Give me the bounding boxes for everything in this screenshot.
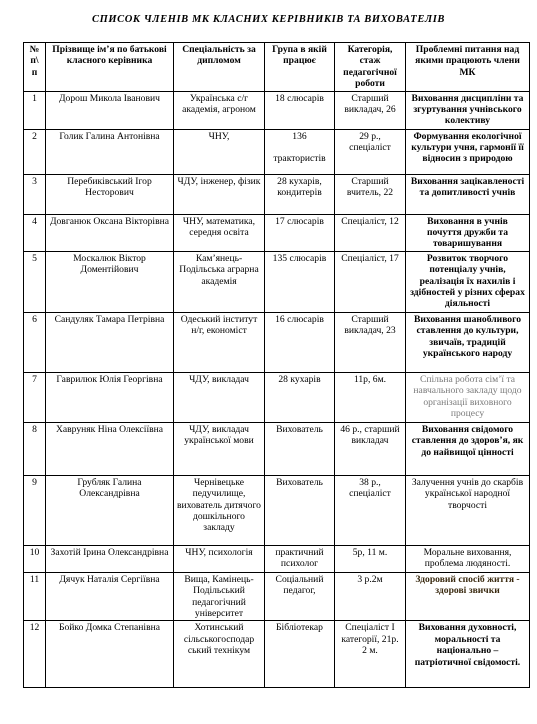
- group: Вихователь: [265, 475, 335, 545]
- row-number: 5: [24, 251, 46, 312]
- specialty: Українська с/г академія, агроном: [174, 91, 265, 129]
- specialty: Чернівецьке педучилище, вихователь дитячого дошкільного закладу: [174, 475, 265, 545]
- teacher-name: Сандуляк Тамара Петрівна: [46, 312, 174, 372]
- problem-topic: Виховання дисципліни та згуртування учнівського колективу: [406, 91, 530, 129]
- row-number: 8: [24, 422, 46, 475]
- specialty: Вища, Камінець-Подільський педагогічний університет: [174, 572, 265, 621]
- table-row: [24, 422, 530, 475]
- category: Старший вчитель, 22: [335, 174, 406, 214]
- header-group: Група в якій працює: [265, 43, 335, 92]
- row-number: 7: [24, 372, 46, 422]
- group: 16 слюсарів: [265, 312, 335, 372]
- group: Бібліотекар: [265, 621, 335, 688]
- group: Соціальний педагог,: [265, 572, 335, 621]
- members-table: [23, 42, 530, 688]
- teacher-name: Хавруняк Ніна Олексіївна: [46, 422, 174, 475]
- category: 46 р., старший викладач: [335, 422, 406, 475]
- problem-topic: Виховання зацікавленості та допитливості учнів: [406, 174, 530, 214]
- problem-topic: Здоровий спосіб життя - здорові звички: [406, 572, 530, 621]
- teacher-name: Гаврилюк Юлія Георгівна: [46, 372, 174, 422]
- teacher-name: Голик Галина Антонівна: [46, 129, 174, 174]
- group: 135 слюсарів: [265, 251, 335, 312]
- category: Спеціаліст, 12: [335, 214, 406, 251]
- table-row: [24, 251, 530, 312]
- group: 28 кухарів: [265, 372, 335, 422]
- table-row: [24, 214, 530, 251]
- category: 3 р.2м: [335, 572, 406, 621]
- row-number: 1: [24, 91, 46, 129]
- problem-topic: Виховання духовності, моральності та національно – патріотичної свідомості.: [406, 621, 530, 688]
- specialty: ЧНУ, математика, середня освіта: [174, 214, 265, 251]
- category: Спеціаліст І категорії, 21р. 2 м.: [335, 621, 406, 688]
- teacher-name: Москалюк Віктор Доментійович: [46, 251, 174, 312]
- category: Старший викладач, 26: [335, 91, 406, 129]
- table-row: [24, 312, 530, 372]
- specialty: ЧДУ, інженер, фізик: [174, 174, 265, 214]
- problem-topic: Виховання шанобливого ставлення до культури, звичаїв, традицій українського народу: [406, 312, 530, 372]
- problem-topic: Моральне виховання, проблема людяності.: [406, 545, 530, 572]
- category: 5р, 11 м.: [335, 545, 406, 572]
- row-number: 4: [24, 214, 46, 251]
- category: Спеціаліст, 17: [335, 251, 406, 312]
- table-row: [24, 545, 530, 572]
- row-number: 2: [24, 129, 46, 174]
- row-number: 10: [24, 545, 46, 572]
- specialty: Кам’янець-Подільська аграрна академія: [174, 251, 265, 312]
- group: 18 слюсарів: [265, 91, 335, 129]
- header-specialty: Спеціальність за дипломом: [174, 43, 265, 92]
- category: Старший викладач, 23: [335, 312, 406, 372]
- teacher-name: Грубляк Галина Олександрівна: [46, 475, 174, 545]
- specialty: Одеський інститут н/г, економіст: [174, 312, 265, 372]
- group: 136 трактористів: [265, 129, 335, 174]
- row-number: 3: [24, 174, 46, 214]
- row-number: 9: [24, 475, 46, 545]
- table-row: [24, 91, 530, 129]
- row-number: 12: [24, 621, 46, 688]
- teacher-name: Захотій Ірина Олександрівна: [46, 545, 174, 572]
- category: 38 р., спеціаліст: [335, 475, 406, 545]
- table-row: [24, 572, 530, 621]
- specialty: ЧНУ,: [174, 129, 265, 174]
- teacher-name: Перебиківський Ігор Несторович: [46, 174, 174, 214]
- group: практичний психолог: [265, 545, 335, 572]
- table-row: [24, 621, 530, 688]
- table-row: [24, 372, 530, 422]
- table-row: [24, 174, 530, 214]
- problem-topic: Виховання свідомого ставлення до здоров’я, як до найвищої цінності: [406, 422, 530, 475]
- row-number: 6: [24, 312, 46, 372]
- teacher-name: Довганюк Оксана Вікторівна: [46, 214, 174, 251]
- specialty: ЧДУ, викладач української мови: [174, 422, 265, 475]
- specialty: Хотинський сільськогосподар ський технікум: [174, 621, 265, 688]
- group: 28 кухарів, кондитерів: [265, 174, 335, 214]
- header-problem: Проблемні питання над якими працюють члени МК: [406, 43, 530, 92]
- table-row: [24, 129, 530, 174]
- problem-topic: Розвиток творчого потенціалу учнів, реалізація їх нахилів і здібностей у різних сферах діяльності: [406, 251, 530, 312]
- problem-topic: Спільна робота сім’ї та навчального закладу щодо організації виховного процесу: [406, 372, 530, 422]
- problem-topic: Формування екологічної культури учня, гармонії її відносин з природою: [406, 129, 530, 174]
- problem-topic: Залучення учнів до скарбів української народної творчості: [406, 475, 530, 545]
- category: 11р, 6м.: [335, 372, 406, 422]
- teacher-name: Дячук Наталія Сергіївна: [46, 572, 174, 621]
- problem-topic: Виховання в учнів почуття дружби та товаришування: [406, 214, 530, 251]
- document-title: СПИСОК ЧЛЕНІВ МК КЛАСНИХ КЕРІВНИКІВ ТА ВИХОВАТЕЛІВ: [91, 14, 446, 25]
- teacher-name: Бойко Домка Степанівна: [46, 621, 174, 688]
- row-number: 11: [24, 572, 46, 621]
- table-row: [24, 475, 530, 545]
- header-num: № п\ п: [24, 43, 46, 92]
- group: Вихователь: [265, 422, 335, 475]
- header-name: Прізвище ім’я по батькові класного керівника: [46, 43, 174, 92]
- specialty: ЧДУ, викладач: [174, 372, 265, 422]
- specialty: ЧНУ, психологія: [174, 545, 265, 572]
- group: 17 слюсарів: [265, 214, 335, 251]
- teacher-name: Дорош Микола Іванович: [46, 91, 174, 129]
- category: 29 р., спеціаліст: [335, 129, 406, 174]
- header-category: Категорія, стаж педагогічної роботи: [335, 43, 406, 92]
- table-header-row: [24, 43, 530, 92]
